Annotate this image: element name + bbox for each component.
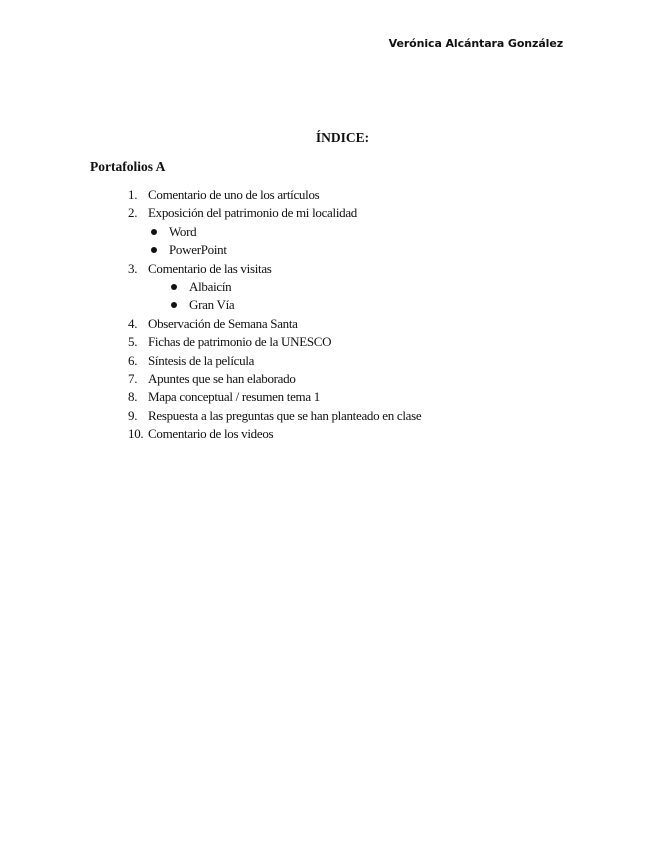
sub-item-text: Albaicín: [189, 278, 232, 294]
item-text: Mapa conceptual / resumen tema 1: [148, 389, 320, 405]
list-item-7: [128, 370, 421, 388]
item-text: Fichas de patrimonio de la UNESCO: [148, 334, 332, 350]
list-item-10: [128, 425, 421, 443]
list-item-1: [128, 186, 421, 204]
section-heading: Portafolios A: [90, 159, 166, 174]
item-number: 9.: [128, 407, 138, 423]
sub-item-text: Gran Vía: [189, 297, 235, 313]
page-title: ÍNDICE:: [315, 130, 370, 145]
bullet-icon: [171, 284, 177, 290]
sub-item-word: [128, 223, 421, 241]
item-text: Apuntes que se han elaborado: [148, 370, 296, 386]
sub-item-text: Word: [169, 223, 197, 239]
list-item-5: [128, 333, 421, 351]
bullet-icon: [171, 302, 177, 308]
list-item-9: [128, 407, 421, 425]
bullet-icon: [151, 229, 157, 235]
item-text: Comentario de las visitas: [148, 260, 272, 276]
sub-item-text: PowerPoint: [169, 242, 227, 258]
index-list: [128, 186, 421, 443]
sub-item-albaicin: [128, 278, 421, 296]
bullet-icon: [151, 247, 157, 253]
item-text: Comentario de uno de los artículos: [148, 187, 320, 202]
item-text: Comentario de los videos: [148, 426, 274, 442]
item-number: 8.: [128, 389, 138, 405]
item-number: 4.: [128, 315, 138, 331]
item-number: 1.: [128, 187, 138, 202]
item-number: 5.: [128, 334, 138, 350]
author-name: Verónica Alcántara González: [388, 37, 563, 50]
list-item-2: [128, 204, 421, 222]
list-item-3: [128, 260, 421, 278]
item-number: 7.: [128, 370, 138, 386]
sub-item-powerpoint: [128, 241, 421, 259]
item-text: Respuesta a las preguntas que se han planteado en clase: [148, 407, 422, 423]
item-number: 2.: [128, 205, 138, 221]
item-text: Exposición del patrimonio de mi localidad: [148, 205, 358, 221]
item-number: 6.: [128, 352, 138, 368]
list-item-6: [128, 352, 421, 370]
item-number: 3.: [128, 260, 138, 276]
list-item-8: [128, 388, 421, 406]
sub-item-gran-via: [128, 296, 421, 314]
list-item-4: [128, 315, 421, 333]
item-number: 10.: [128, 426, 144, 442]
item-text: Síntesis de la película: [148, 352, 255, 368]
item-text: Observación de Semana Santa: [148, 315, 298, 331]
